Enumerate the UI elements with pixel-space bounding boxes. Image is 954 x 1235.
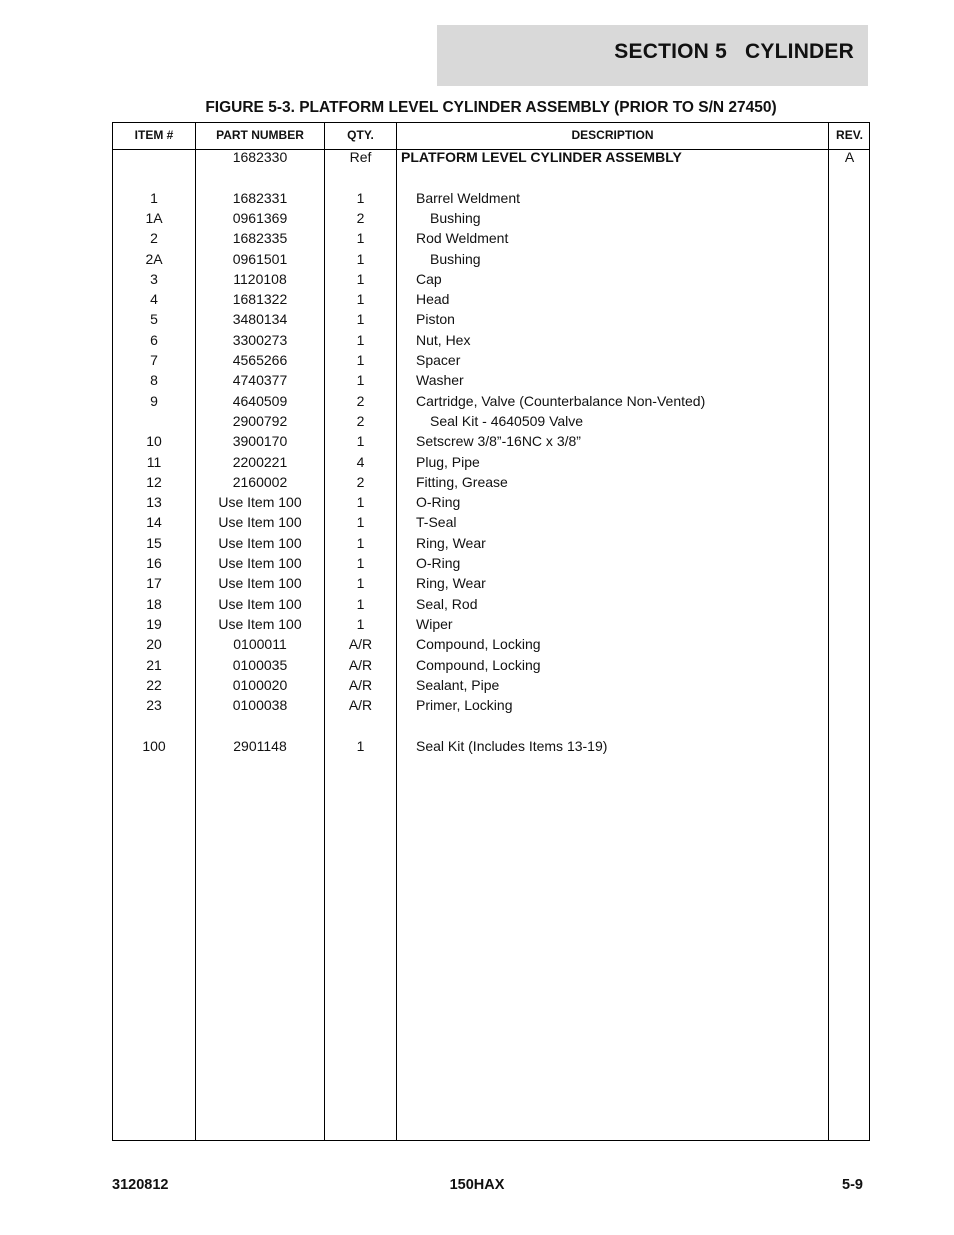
part-number: 3300273 xyxy=(232,331,288,348)
quantity: 1 xyxy=(356,595,365,612)
description: Spacer xyxy=(416,352,461,368)
quantity: A/R xyxy=(348,697,373,714)
item-number: 11 xyxy=(146,453,162,470)
column-header-item: ITEM # xyxy=(134,128,174,142)
table-row xyxy=(113,452,869,472)
part-number: 4740377 xyxy=(232,372,288,389)
table-row xyxy=(113,350,869,370)
table-row xyxy=(113,228,869,248)
part-number: 3900170 xyxy=(232,433,288,450)
part-number: 0961501 xyxy=(232,250,288,267)
quantity: 1 xyxy=(356,372,365,389)
part-number: Use Item 100 xyxy=(218,575,302,592)
table-row xyxy=(113,553,869,573)
description: Primer, Locking xyxy=(416,697,513,714)
description: Head xyxy=(416,291,450,308)
part-number: 1682335 xyxy=(232,230,288,247)
column-header-part-number: PART NUMBER xyxy=(216,128,304,142)
parts-table xyxy=(112,122,870,1141)
item-number: 5 xyxy=(150,311,158,328)
item-number: 18 xyxy=(146,595,162,612)
part-number: 0100020 xyxy=(232,676,288,693)
description: Ring, Wear xyxy=(416,575,486,592)
part-number: Use Item 100 xyxy=(218,514,302,531)
item-number: 13 xyxy=(146,494,162,511)
part-number: Use Item 100 xyxy=(218,494,302,511)
table-row xyxy=(113,472,869,492)
description: Piston xyxy=(416,311,455,328)
description: Barrel Weldment xyxy=(416,189,521,206)
table-row xyxy=(113,249,869,269)
quantity: 2 xyxy=(356,392,365,409)
description: O-Ring xyxy=(416,494,461,511)
item-number: 21 xyxy=(146,656,162,673)
part-number: 0961369 xyxy=(232,209,288,226)
quantity: 1 xyxy=(356,615,365,632)
quantity: 1 xyxy=(356,331,365,348)
column-header-rev: REV. xyxy=(836,128,863,142)
quantity: 2 xyxy=(356,473,365,490)
quantity: 1 xyxy=(356,250,365,267)
item-number: 100 xyxy=(142,737,166,754)
description: Setscrew 3/8”-16NC x 3/8” xyxy=(416,433,581,450)
item-number: 2 xyxy=(150,230,158,247)
part-number: 2160002 xyxy=(232,473,288,490)
section-title: SECTION 5 CYLINDER xyxy=(614,40,854,63)
quantity: 1 xyxy=(356,575,365,592)
item-number: 23 xyxy=(146,697,162,714)
part-number: Use Item 100 xyxy=(218,615,302,632)
quantity: 1 xyxy=(356,534,365,551)
item-number: 12 xyxy=(146,473,162,490)
description: Bushing xyxy=(430,250,481,267)
table-row xyxy=(113,167,869,187)
part-number: 4640509 xyxy=(232,392,288,409)
table-row xyxy=(113,695,869,715)
table-row xyxy=(113,147,869,167)
doc-number: 3120812 xyxy=(112,1177,169,1193)
column-header-description: DESCRIPTION xyxy=(571,128,654,142)
description: Seal Kit (Includes Items 13-19) xyxy=(416,737,608,754)
description: Wiper xyxy=(416,615,453,632)
figure-title: FIGURE 5-3. PLATFORM LEVEL CYLINDER ASSEMBLY (PRIOR TO S/N 27450) xyxy=(205,99,777,116)
item-number: 9 xyxy=(150,392,158,409)
page-number: 5-9 xyxy=(842,1177,863,1193)
table-row xyxy=(113,492,869,512)
quantity: 1 xyxy=(356,230,365,247)
quantity: Ref xyxy=(349,149,372,165)
description: Rod Weldment xyxy=(416,230,509,247)
description: Seal, Rod xyxy=(416,595,478,612)
part-number: 2900792 xyxy=(232,412,288,429)
quantity: 1 xyxy=(356,737,365,754)
table-row xyxy=(113,289,869,309)
item-number: 4 xyxy=(150,291,158,308)
description: Washer xyxy=(416,372,464,389)
item-number: 2A xyxy=(145,250,163,267)
quantity: 1 xyxy=(356,311,365,328)
quantity: 1 xyxy=(356,352,365,368)
description: Ring, Wear xyxy=(416,534,486,551)
part-number: 2901148 xyxy=(233,737,287,754)
item-number: 22 xyxy=(146,676,162,693)
table-row xyxy=(113,614,869,634)
table-row xyxy=(113,655,869,675)
quantity: 1 xyxy=(356,433,365,450)
item-number: 6 xyxy=(150,331,158,348)
part-number: 1682331 xyxy=(232,189,288,206)
part-number: 0100011 xyxy=(233,636,287,653)
part-number: 3480134 xyxy=(232,311,288,328)
description: Plug, Pipe xyxy=(416,453,480,470)
description: Compound, Locking xyxy=(416,656,541,673)
quantity: A/R xyxy=(348,656,373,673)
part-number: Use Item 100 xyxy=(218,534,302,551)
item-number: 7 xyxy=(150,352,158,368)
table-row xyxy=(113,512,869,532)
part-number: 1120108 xyxy=(233,270,287,287)
quantity: 1 xyxy=(356,291,365,308)
item-number: 19 xyxy=(146,615,162,632)
table-row xyxy=(113,269,869,289)
item-number: 8 xyxy=(150,372,158,389)
item-number: 16 xyxy=(146,555,162,571)
quantity: 4 xyxy=(356,453,365,470)
part-number: Use Item 100 xyxy=(218,595,302,612)
quantity: 2 xyxy=(356,209,365,226)
table-row xyxy=(113,188,869,208)
table-row xyxy=(113,675,869,695)
section-banner xyxy=(437,25,868,86)
item-number: 15 xyxy=(146,534,162,551)
table-row xyxy=(113,208,869,228)
table-row xyxy=(113,715,869,735)
description: Fitting, Grease xyxy=(416,473,508,490)
table-row xyxy=(113,411,869,431)
description: Compound, Locking xyxy=(416,636,541,653)
description: T-Seal xyxy=(416,514,457,531)
table-row xyxy=(113,573,869,593)
quantity: 1 xyxy=(356,514,365,531)
table-row xyxy=(113,431,869,451)
item-number: 10 xyxy=(146,433,162,450)
quantity: 1 xyxy=(356,555,365,571)
table-row xyxy=(113,736,869,756)
part-number: 0100035 xyxy=(232,656,288,673)
part-number: 4565266 xyxy=(232,352,288,368)
quantity: 2 xyxy=(356,412,365,429)
quantity: 1 xyxy=(356,494,365,511)
description: Seal Kit - 4640509 Valve xyxy=(430,412,584,429)
table-row xyxy=(113,594,869,614)
description: Nut, Hex xyxy=(416,331,471,348)
item-number: 1 xyxy=(150,189,158,206)
table-row xyxy=(113,391,869,411)
part-number: 1681322 xyxy=(232,291,288,308)
table-row xyxy=(113,309,869,329)
description: Sealant, Pipe xyxy=(416,676,500,693)
description: Cartridge, Valve (Counterbalance Non-Vented) xyxy=(416,392,706,409)
part-number: 1682330 xyxy=(232,149,288,165)
column-header-qty: QTY. xyxy=(347,128,374,142)
part-number: Use Item 100 xyxy=(218,555,302,571)
table-row xyxy=(113,533,869,553)
quantity: A/R xyxy=(348,636,373,653)
description: Cap xyxy=(416,270,442,287)
item-number: 3 xyxy=(150,270,158,287)
table-row xyxy=(113,634,869,654)
item-number: 1A xyxy=(145,209,163,226)
part-number: 0100038 xyxy=(232,697,288,714)
quantity: 1 xyxy=(356,270,365,287)
model-name: 150HAX xyxy=(449,1177,505,1193)
part-number: 2200221 xyxy=(232,453,288,470)
table-row xyxy=(113,330,869,350)
description: Bushing xyxy=(430,209,481,226)
quantity: 1 xyxy=(356,189,365,206)
item-number: 20 xyxy=(146,636,162,653)
revision: A xyxy=(844,149,855,165)
table-row xyxy=(113,370,869,390)
description: PLATFORM LEVEL CYLINDER ASSEMBLY xyxy=(401,149,682,165)
item-number: 17 xyxy=(146,575,162,592)
quantity: A/R xyxy=(348,676,373,693)
item-number: 14 xyxy=(146,514,162,531)
description: O-Ring xyxy=(416,555,461,571)
